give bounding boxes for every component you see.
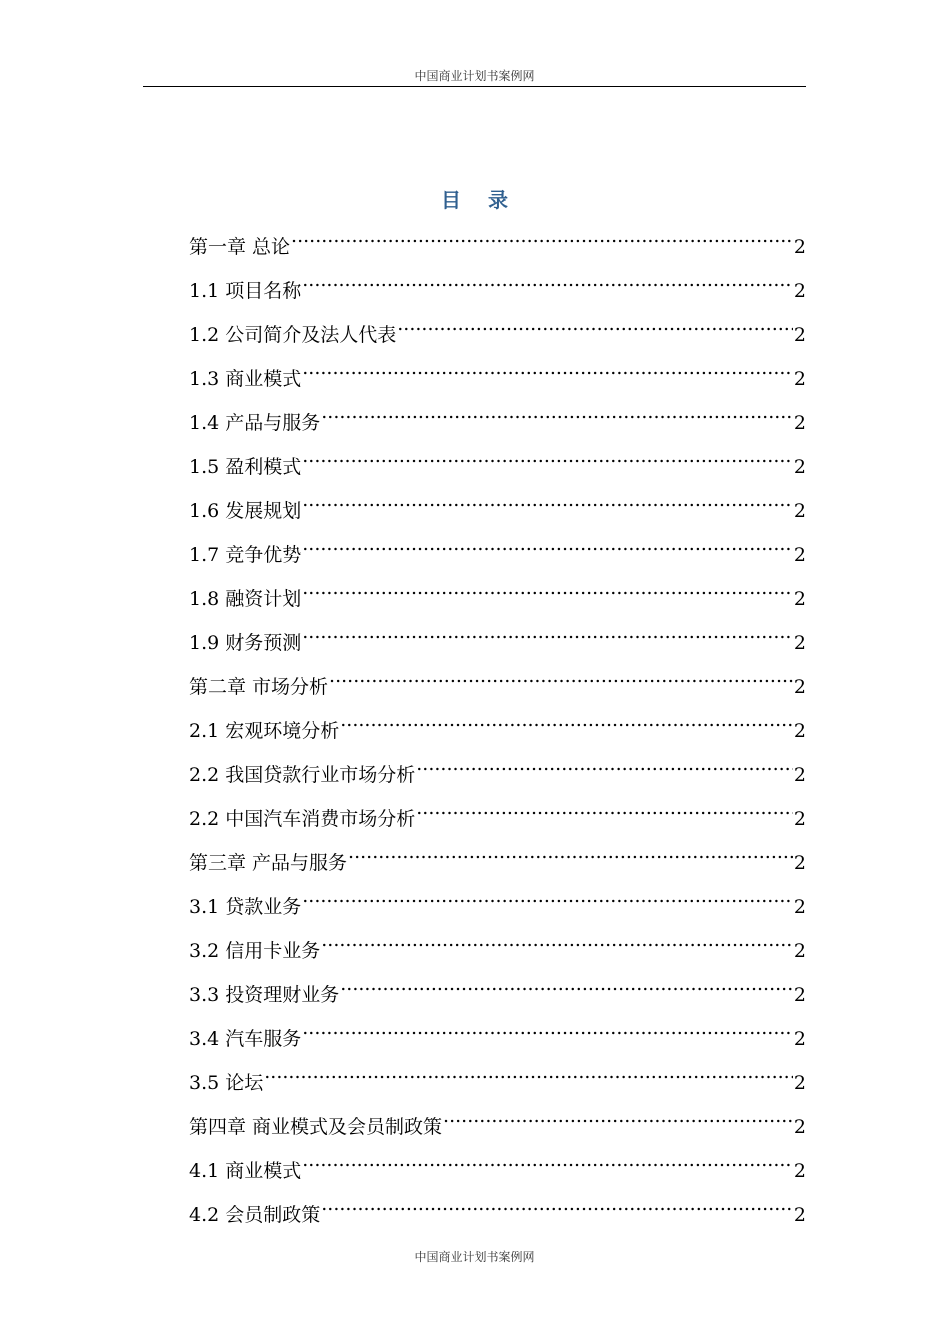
toc-entry-label: 1.1 项目名称 [189,280,302,302]
toc-entry-label: 第一章 总论 [189,236,291,258]
toc-entry[interactable] [189,1011,806,1055]
toc-entry-label: 3.3 投资理财业务 [189,984,340,1006]
toc-entry[interactable] [189,835,806,879]
toc-entry[interactable] [189,879,806,923]
toc-entry-label: 1.3 商业模式 [189,368,302,390]
toc-dot-leader [302,351,793,385]
toc-entry-page-number: 2 [793,588,806,610]
toc-dot-leader [340,967,793,1001]
toc-entry-label: 3.4 汽车服务 [189,1028,302,1050]
toc-dot-leader [302,439,793,473]
toc-dot-leader [443,1099,793,1133]
toc-entry[interactable] [189,263,806,307]
toc-entry-label: 1.6 发展规划 [189,500,302,522]
toc-entry-page-number: 2 [793,984,806,1006]
toc-entry-page-number: 2 [793,1116,806,1138]
toc-entry-page-number: 2 [793,324,806,346]
toc-entry[interactable] [189,219,806,263]
toc-entry-label: 4.2 会员制政策 [189,1204,321,1226]
toc-entry[interactable] [189,791,806,835]
toc-entry[interactable] [189,1055,806,1099]
toc-entry[interactable] [189,439,806,483]
toc-entry-page-number: 2 [793,896,806,918]
toc-dot-leader [397,307,793,341]
toc-entry-label: 第四章 商业模式及会员制政策 [189,1116,443,1138]
toc-dot-leader [302,615,793,649]
toc-entry-page-number: 2 [793,676,806,698]
toc-entry-label: 1.9 财务预测 [189,632,302,654]
toc-entry[interactable] [189,923,806,967]
toc-entry-page-number: 2 [793,764,806,786]
toc-dot-leader [321,923,793,957]
toc-dot-leader [302,263,793,297]
toc-entry[interactable] [189,527,806,571]
toc-entry[interactable] [189,703,806,747]
toc-dot-leader [348,835,793,869]
toc-entry-label: 2.2 我国贷款行业市场分析 [189,764,416,786]
toc-entry-page-number: 2 [793,720,806,742]
toc-entry-page-number: 2 [793,852,806,874]
toc-entry-label: 1.4 产品与服务 [189,412,321,434]
toc-entry[interactable] [189,615,806,659]
toc-dot-leader [302,879,793,913]
header-rule [143,86,806,87]
toc-dot-leader [340,703,793,737]
toc-entry-label: 1.7 竞争优势 [189,544,302,566]
toc-title: 目 录 [441,188,518,212]
toc-entry[interactable] [189,1143,806,1187]
toc-entry-label: 3.1 贷款业务 [189,896,302,918]
toc-entry-page-number: 2 [793,456,806,478]
page-footer: 中国商业计划书案例网 [414,1250,535,1264]
toc-entry-page-number: 2 [793,1204,806,1226]
toc-dot-leader [329,659,793,693]
toc-entry[interactable] [189,1099,806,1143]
toc-entry-page-number: 2 [793,1072,806,1094]
toc-dot-leader [291,219,793,253]
toc-entry-page-number: 2 [793,236,806,258]
toc-entry-label: 2.2 中国汽车消费市场分析 [189,808,416,830]
toc-entry-label: 2.1 宏观环境分析 [189,720,340,742]
toc-entry-page-number: 2 [793,412,806,434]
toc-dot-leader [416,791,793,825]
toc-dot-leader [302,1011,793,1045]
toc-dot-leader [416,747,793,781]
toc-entry-page-number: 2 [793,808,806,830]
toc-entry-page-number: 2 [793,1160,806,1182]
toc-entry[interactable] [189,395,806,439]
toc-entry-label: 1.5 盈利模式 [189,456,302,478]
toc-dot-leader [321,395,793,429]
toc-entry-label: 第二章 市场分析 [189,676,329,698]
toc-entry[interactable] [189,351,806,395]
toc-dot-leader [321,1187,793,1221]
toc-entry-label: 3.5 论坛 [189,1072,264,1094]
toc-entry-page-number: 2 [793,940,806,962]
toc-entry-label: 1.2 公司简介及法人代表 [189,324,397,346]
toc-entry-page-number: 2 [793,632,806,654]
toc-entry[interactable] [189,307,806,351]
toc-entry[interactable] [189,967,806,1011]
toc-entry-label: 1.8 融资计划 [189,588,302,610]
toc-dot-leader [302,527,793,561]
page-header: 中国商业计划书案例网 [414,69,535,83]
toc-entry-label: 3.2 信用卡业务 [189,940,321,962]
toc-entry-label: 第三章 产品与服务 [189,852,348,874]
toc-entry-page-number: 2 [793,1028,806,1050]
toc-entry[interactable] [189,571,806,615]
toc-entry[interactable] [189,483,806,527]
toc-entry-page-number: 2 [793,544,806,566]
toc-dot-leader [302,483,793,517]
toc-entry[interactable] [189,747,806,791]
table-of-contents [189,219,806,1231]
toc-entry-page-number: 2 [793,280,806,302]
toc-entry-page-number: 2 [793,368,806,390]
toc-dot-leader [302,571,793,605]
toc-dot-leader [264,1055,793,1089]
toc-dot-leader [302,1143,793,1177]
toc-entry[interactable] [189,1187,806,1231]
toc-entry[interactable] [189,659,806,703]
toc-entry-label: 4.1 商业模式 [189,1160,302,1182]
toc-entry-page-number: 2 [793,500,806,522]
